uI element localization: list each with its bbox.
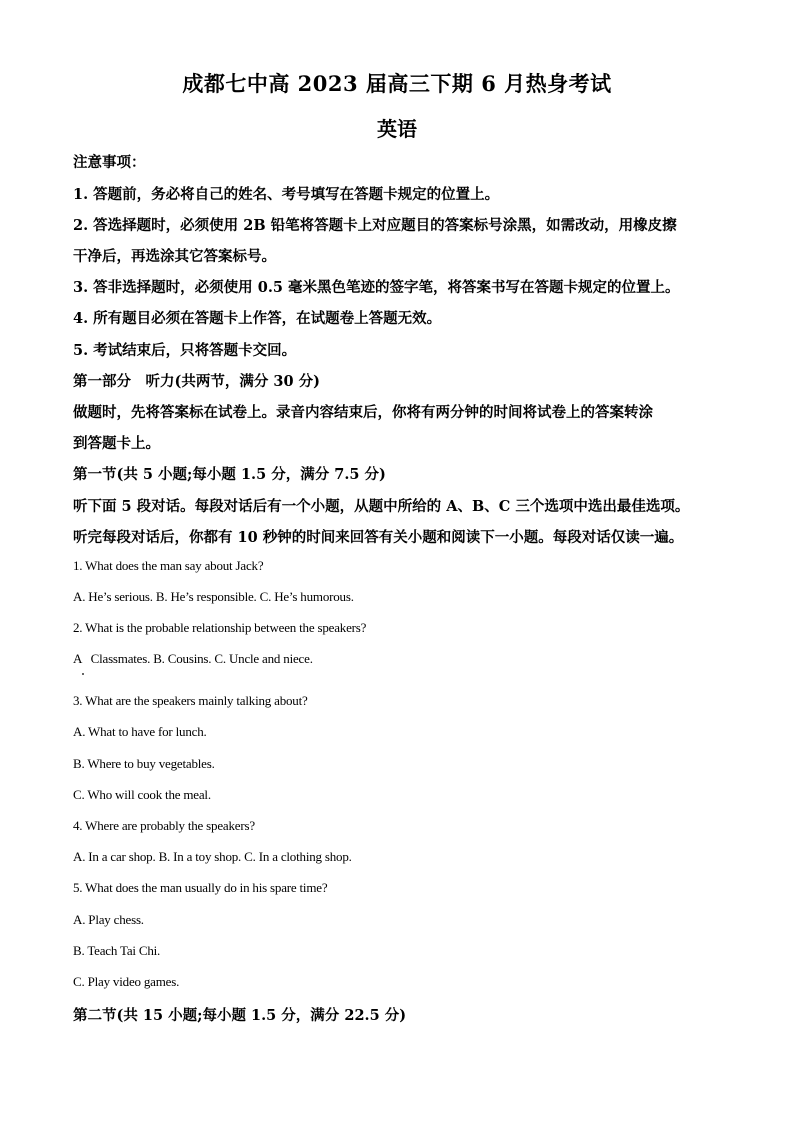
- page-title: 成都七中高 2023 届高三下期 6 月热身考试: [182, 71, 612, 96]
- question-3-option-c: C. Who will cook the meal.: [73, 787, 211, 802]
- notice-item-4: 4. 所有题目必须在答题卡上作答，在试题卷上答题无效。: [73, 310, 442, 327]
- section1-instruction-2: 听完每段对话后，你都有 10 秒钟的时间来回答有关小题和阅读下一小题。每段对话仅读一遍。: [73, 529, 684, 546]
- notice-item-3: 3. 答非选择题时，必须使用 0.5 毫米黑色笔迹的签字笔，将答案书写在答题卡规定的位置上。: [73, 279, 680, 296]
- question-5-option-a: A. Play chess.: [73, 912, 144, 927]
- question-5-option-c: C. Play video games.: [73, 974, 180, 989]
- question-3: 3. What are the speakers mainly talking about?: [73, 693, 308, 708]
- question-1-options: A. He’s serious. B. He’s responsible. C. He’s humorous.: [73, 589, 354, 604]
- question-2: 2. What is the probable relationship between the speakers?: [73, 620, 367, 635]
- question-5: 5. What does the man usually do in his spare time?: [73, 880, 328, 895]
- notice-item-1: 1. 答题前，务必将自己的姓名、考号填写在答题卡规定的位置上。: [73, 186, 500, 203]
- notice-item-5: 5. 考试结束后，只将答题卡交回。: [73, 342, 297, 359]
- question-2-options: A Classmates. B. Cousins. C. Uncle and niece.: [73, 651, 313, 666]
- question-1: 1. What does the man say about Jack?: [73, 558, 264, 573]
- question-4-options: A. In a car shop. B. In a toy shop. C. In a clothing shop.: [73, 849, 352, 864]
- notice-item-2: 2. 答选择题时，必须使用 2B 铅笔将答题卡上对应题目的答案标号涂黑，如需改动，用橡皮擦: [73, 217, 677, 234]
- notice-heading: 注意事项：: [73, 154, 146, 171]
- part1-instruction-1: 做题时，先将答案标在试卷上。录音内容结束后，你将有两分钟的时间将试卷上的答案转涂: [73, 404, 653, 421]
- part1-instruction-2: 到答题卡上。: [73, 435, 160, 452]
- stray-dot-mark: [82, 673, 84, 675]
- section1-instruction-1: 听下面 5 段对话。每段对话后有一个小题，从题中所给的 A、B、C 三个选项中选出最佳选项。: [73, 498, 690, 515]
- part1-heading: 第一部分 听力(共两节，满分 30 分): [73, 373, 320, 390]
- section2-heading: 第二节(共 15 小题;每小题 1.5 分，满分 22.5 分): [73, 1007, 407, 1024]
- question-4: 4. Where are probably the speakers?: [73, 818, 255, 833]
- subject-title: 英语: [377, 117, 417, 141]
- question-3-option-b: B. Where to buy vegetables.: [73, 756, 215, 771]
- question-3-option-a: A. What to have for lunch.: [73, 724, 207, 739]
- section1-heading: 第一节(共 5 小题;每小题 1.5 分，满分 7.5 分): [73, 466, 386, 483]
- question-5-option-b: B. Teach Tai Chi.: [73, 943, 161, 958]
- notice-item-2-cont: 干净后，再选涂其它答案标号。: [73, 248, 276, 265]
